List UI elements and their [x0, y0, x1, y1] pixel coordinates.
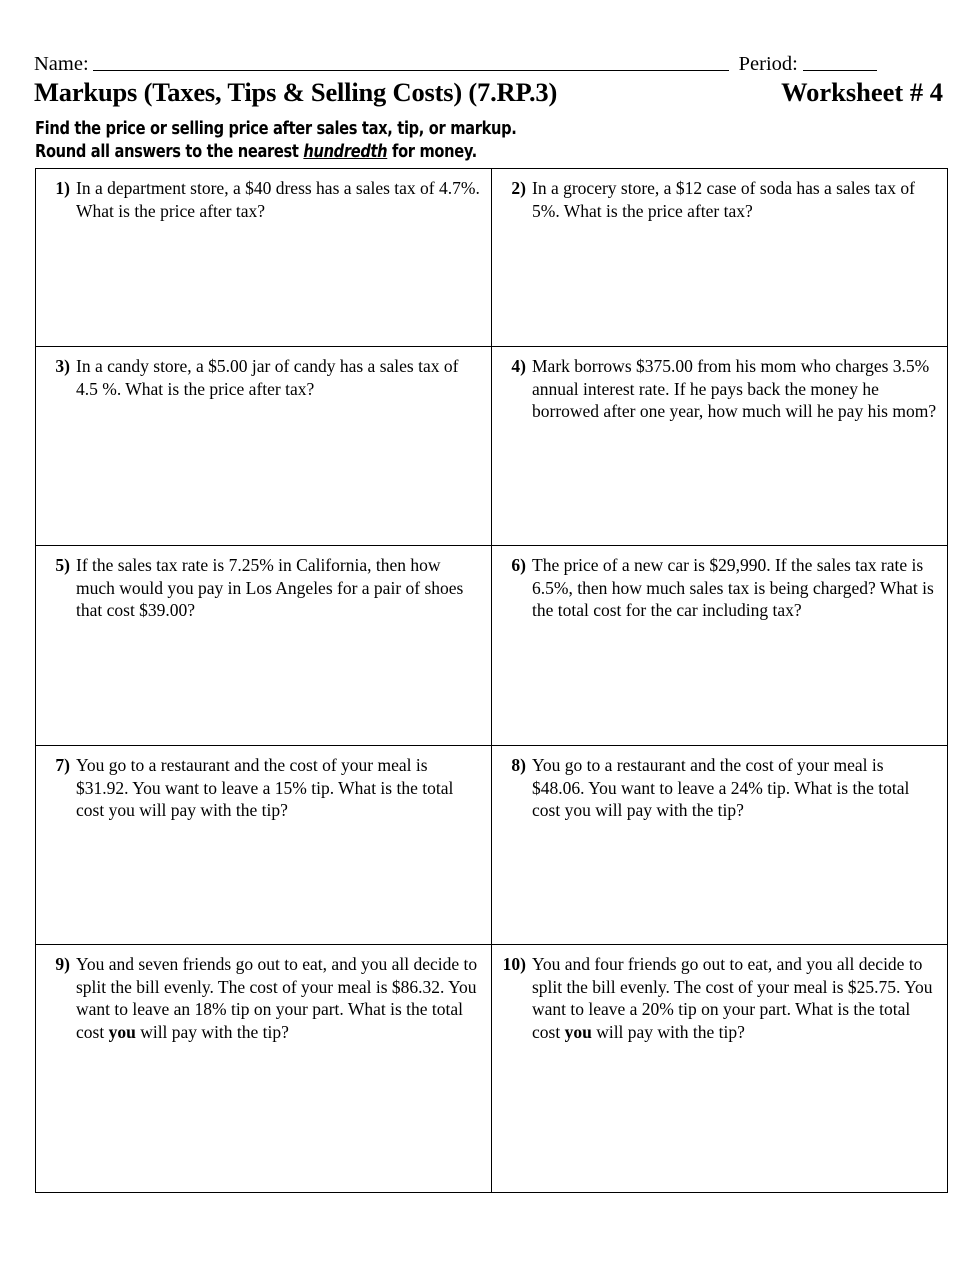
name-period-bar	[34, 48, 945, 74]
page-title: Markups (Taxes, Tips & Selling Costs) (7.RP.3)	[34, 77, 558, 107]
title-row	[34, 77, 945, 109]
instructions	[35, 118, 950, 164]
instruction-line-1: Find the price or selling price after sales tax, tip, or markup.	[35, 119, 517, 139]
problem-text: In a department store, a $40 dress has a sales tax of 4.7%. What is the price after tax?	[76, 178, 480, 221]
table-row	[36, 347, 948, 546]
instruction-emphasis: hundredth	[303, 142, 388, 162]
problem-text: Mark borrows $375.00 from his mom who charges 3.5% annual interest rate. If he pays back the money he borrowed after one year, how much will he pay his mom?	[532, 356, 937, 422]
table-row	[36, 169, 948, 347]
name-input-line[interactable]	[93, 69, 729, 71]
problem-text-before: You and seven friends go out to eat, and you all decide to split the bill evenly. The cost of your meal is $86.32. You want to leave an 18% tip on your part. What is the total cost	[76, 954, 478, 1042]
problem-cell-2[interactable]	[492, 169, 948, 347]
problem-text-emphasis: you	[108, 1021, 136, 1042]
problem-text: You go to a restaurant and the cost of your meal is $31.92. You want to leave a 15% tip. What is the total cost you will pay with the tip?	[76, 755, 454, 821]
problem-text-emphasis: you	[564, 1021, 592, 1042]
problem-cell-3[interactable]	[36, 347, 492, 546]
problem-text: In a grocery store, a $12 case of soda has a sales tax of 5%. What is the price after tax?	[532, 178, 915, 221]
problem-text-after: will pay with the tip?	[135, 1021, 289, 1042]
problem-cell-4[interactable]	[492, 347, 948, 546]
table-row	[36, 945, 948, 1193]
problem-number: 3)	[55, 356, 70, 376]
problem-text	[532, 953, 939, 1043]
instruction-line-2-after: for money.	[387, 142, 477, 162]
problem-cell-6[interactable]	[492, 546, 948, 746]
problem-cell-10[interactable]	[492, 945, 948, 1193]
problem-cell-5[interactable]	[36, 546, 492, 746]
name-label: Name:	[34, 53, 89, 75]
problem-number: 6)	[511, 555, 526, 575]
problem-number: 10)	[502, 954, 526, 974]
problem-text-before: You and four friends go out to eat, and you all decide to split the bill evenly. The cost of your meal is $25.75. You want to leave a 20% tip on your part. What is the total cost	[532, 954, 933, 1042]
period-label: Period:	[738, 53, 798, 75]
problems-table	[35, 168, 948, 1193]
problem-number: 2)	[511, 178, 526, 198]
problem-text-after: will pay with the tip?	[591, 1021, 745, 1042]
problem-number: 5)	[55, 555, 70, 575]
problem-number: 9)	[55, 954, 70, 974]
problem-cell-8[interactable]	[492, 746, 948, 945]
problem-number: 4)	[511, 356, 526, 376]
problem-text	[76, 953, 483, 1043]
problem-text: If the sales tax rate is 7.25% in California, then how much would you pay in Los Angeles for a pair of shoes that cost $39.00?	[76, 555, 464, 621]
problem-cell-9[interactable]	[36, 945, 492, 1193]
problem-cell-1[interactable]	[36, 169, 492, 347]
problem-number: 1)	[55, 178, 70, 198]
instruction-line-2-before: Round all answers to the nearest	[35, 142, 304, 162]
table-row	[36, 746, 948, 945]
instruction-line-2	[35, 141, 886, 164]
problem-text: You go to a restaurant and the cost of your meal is $48.06. You want to leave a 24% tip. What is the total cost you will pay with the tip?	[532, 755, 910, 821]
problem-text: The price of a new car is $29,990. If the sales tax rate is 6.5%, then how much sales tax is being charged? What is the total cost for the car including tax?	[532, 555, 934, 621]
problem-text: In a candy store, a $5.00 jar of candy has a sales tax of 4.5 %. What is the price after tax?	[76, 356, 459, 399]
problem-number: 7)	[55, 755, 70, 775]
problem-cell-7[interactable]	[36, 746, 492, 945]
table-row	[36, 546, 948, 746]
problem-number: 8)	[511, 755, 526, 775]
worksheet-number: Worksheet # 4	[781, 77, 943, 107]
period-input-line[interactable]	[803, 69, 877, 71]
